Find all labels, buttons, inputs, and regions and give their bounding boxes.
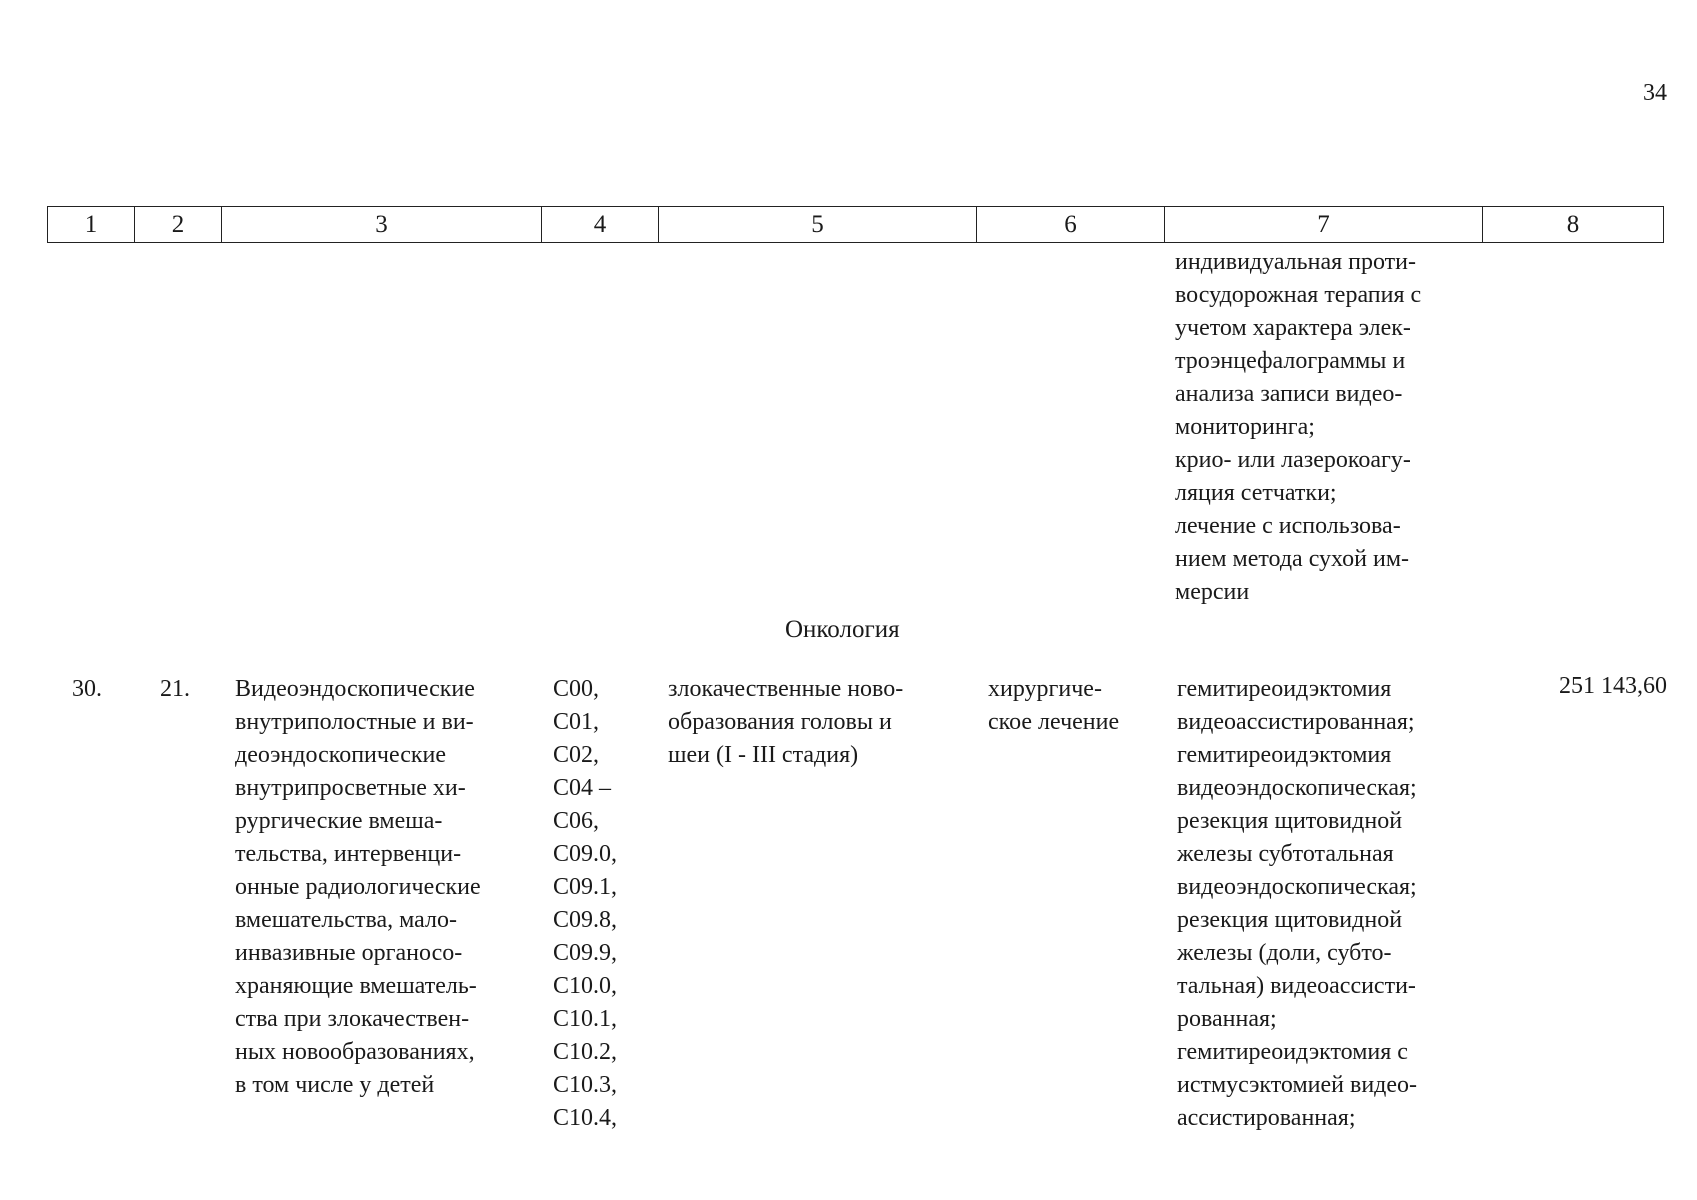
text-line: вмешательства, мало- bbox=[235, 907, 457, 933]
text-line: мерсии bbox=[1175, 579, 1250, 605]
text-line: хирургиче- bbox=[988, 676, 1102, 702]
text-line: лечение с использова- bbox=[1175, 513, 1401, 539]
text-line: Видеоэндоскопические bbox=[235, 676, 475, 702]
icd-code: C10.3, bbox=[553, 1072, 618, 1098]
text-line: онные радиологические bbox=[235, 874, 481, 900]
icd-code: C02, bbox=[553, 742, 600, 768]
header-col-5: 5 bbox=[659, 207, 977, 243]
row-description bbox=[235, 673, 533, 1102]
text-line: железы (доли, субто- bbox=[1177, 940, 1392, 966]
text-line: видеоэндоскопическая; bbox=[1177, 775, 1417, 801]
text-line: гемитиреоидэктомия bbox=[1177, 676, 1392, 702]
text-line: мониторинга; bbox=[1175, 414, 1315, 440]
icd-code: C10.4, bbox=[553, 1105, 618, 1131]
text-line: внутриполостные и ви- bbox=[235, 709, 474, 735]
text-line: крио- или лазерокоагу- bbox=[1175, 447, 1411, 473]
icd-code: C00, bbox=[553, 676, 600, 702]
text-line: рованная; bbox=[1177, 1006, 1277, 1032]
cost-value: 251 143,60 bbox=[1559, 673, 1667, 699]
icd-code: C09.0, bbox=[553, 841, 618, 867]
diagnosis bbox=[668, 673, 966, 772]
icd-code: C09.8, bbox=[553, 907, 618, 933]
text-line: инвазивные органосо- bbox=[235, 940, 463, 966]
header-col-1: 1 bbox=[48, 207, 135, 243]
text-line: анализа записи видео- bbox=[1175, 381, 1403, 407]
column-number-header bbox=[47, 206, 1664, 243]
header-col-7: 7 bbox=[1165, 207, 1483, 243]
text-line: истмусэктомией видео- bbox=[1177, 1072, 1418, 1098]
icd-code: C10.2, bbox=[553, 1039, 618, 1065]
row-group-number: 21. bbox=[160, 676, 190, 702]
text-line: ассистированная; bbox=[1177, 1105, 1356, 1131]
header-col-3: 3 bbox=[222, 207, 542, 243]
icd-code: C10.1, bbox=[553, 1006, 618, 1032]
text-line: рургические вмеша- bbox=[235, 808, 443, 834]
text-line: ское лечение bbox=[988, 709, 1120, 735]
icd-codes bbox=[553, 673, 617, 1135]
text-line: учетом характера элек- bbox=[1175, 315, 1411, 341]
text-line: гемитиреоидэктомия bbox=[1177, 742, 1392, 768]
header-col-4: 4 bbox=[542, 207, 659, 243]
text-line: тельства, интервенци- bbox=[235, 841, 462, 867]
page-number: 34 bbox=[1643, 80, 1667, 106]
text-line: троэнцефалограммы и bbox=[1175, 348, 1406, 374]
icd-code: C06, bbox=[553, 808, 600, 834]
text-line: видеоэндоскопическая; bbox=[1177, 874, 1417, 900]
icd-code: C10.0, bbox=[553, 973, 618, 999]
section-heading: Онкология bbox=[785, 616, 900, 643]
text-line: восудорожная терапия с bbox=[1175, 282, 1422, 308]
text-line: железы субтотальная bbox=[1177, 841, 1394, 867]
text-line: шеи (I - III стадия) bbox=[668, 742, 859, 768]
treatment-type bbox=[988, 673, 1158, 739]
text-line: нием метода сухой им- bbox=[1175, 546, 1409, 572]
text-line: в том числе у детей bbox=[235, 1072, 435, 1098]
header-col-6: 6 bbox=[977, 207, 1165, 243]
text-line: храняющие вмешатель- bbox=[235, 973, 477, 999]
text-line: резекция щитовидной bbox=[1177, 907, 1403, 933]
header-col-2: 2 bbox=[135, 207, 222, 243]
text-line: индивидуальная проти- bbox=[1175, 249, 1416, 275]
text-line: образования головы и bbox=[668, 709, 892, 735]
continuation-methods bbox=[1175, 246, 1488, 609]
text-line: ства при злокачествен- bbox=[235, 1006, 470, 1032]
text-line: гемитиреоидэктомия с bbox=[1177, 1039, 1408, 1065]
icd-code: C04 – bbox=[553, 775, 612, 801]
text-line: деоэндоскопические bbox=[235, 742, 447, 768]
text-line: резекция щитовидной bbox=[1177, 808, 1403, 834]
icd-code: C09.1, bbox=[553, 874, 618, 900]
text-line: видеоассистированная; bbox=[1177, 709, 1415, 735]
text-line: тальная) видеоассисти- bbox=[1177, 973, 1416, 999]
icd-code: C09.9, bbox=[553, 940, 618, 966]
text-line: ляция сетчатки; bbox=[1175, 480, 1337, 506]
row-number: 30. bbox=[72, 676, 102, 702]
text-line: злокачественные ново- bbox=[668, 676, 904, 702]
text-line: внутрипросветные хи- bbox=[235, 775, 466, 801]
text-line: ных новообразованиях, bbox=[235, 1039, 475, 1065]
icd-code: C01, bbox=[553, 709, 600, 735]
treatment-methods bbox=[1177, 673, 1475, 1135]
header-col-8: 8 bbox=[1483, 207, 1664, 243]
